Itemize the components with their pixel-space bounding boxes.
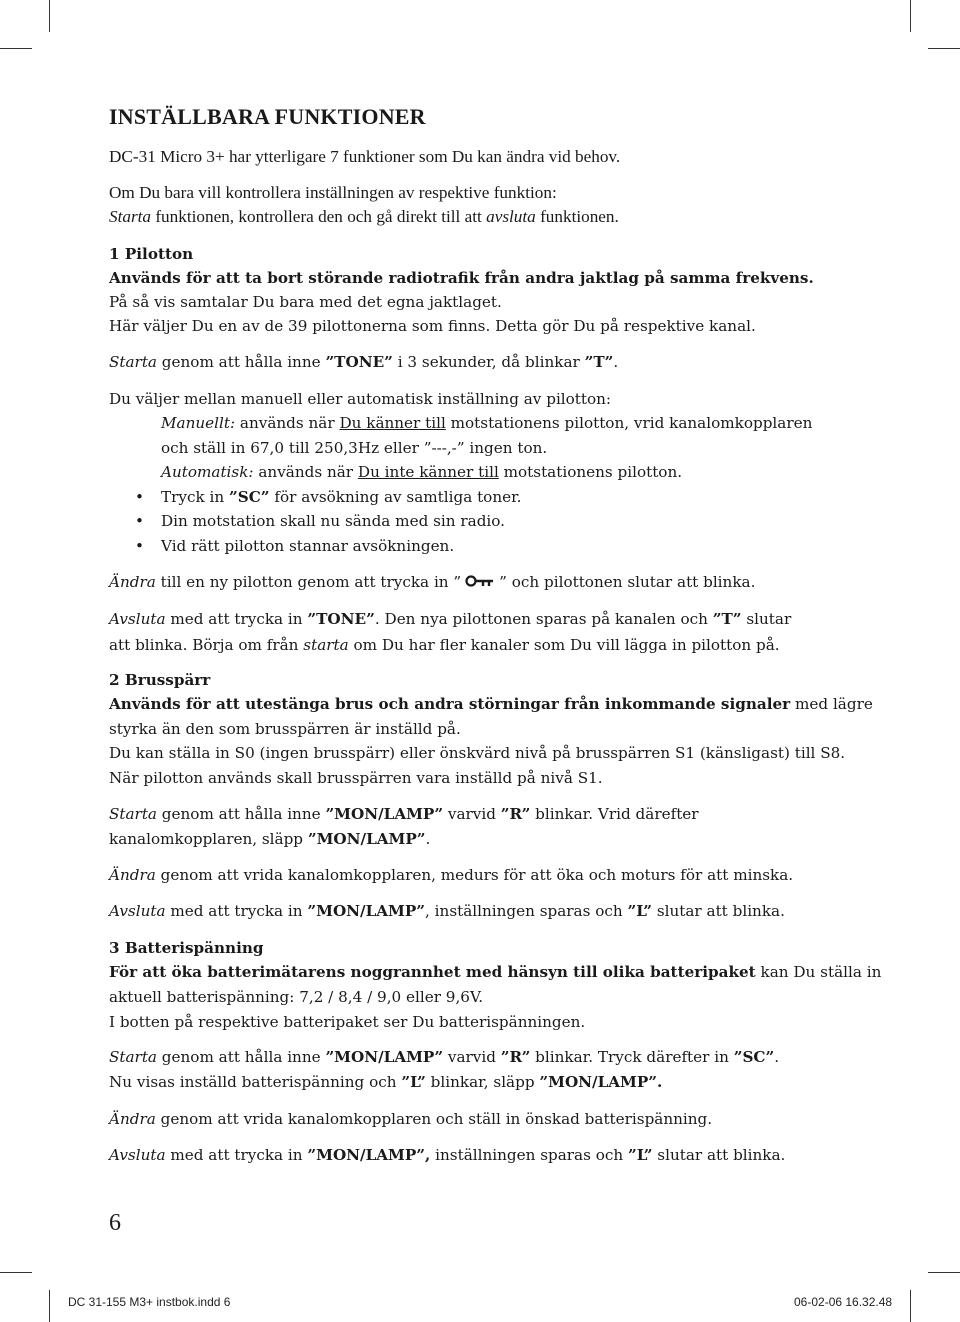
- paragraph-line: styrka än den som brusspärren är inställd på.: [109, 720, 461, 738]
- bullet-item: • Vid rätt pilotton stannar avsökningen.: [135, 537, 455, 555]
- section-title: 2 Brusspärr: [109, 671, 211, 689]
- paragraph-line: I botten på respektive batteripaket ser Du batterispänningen.: [109, 1013, 586, 1031]
- page-number: 6: [109, 1210, 121, 1236]
- paragraph-line: Du väljer mellan manuell eller automatisk inställning av pilotton:: [109, 390, 612, 408]
- instruction-change: Ändra genom att vrida kanalomkopplaren, medurs för att öka och moturs för att minska.: [109, 866, 794, 884]
- slug-file: DC 31-155 M3+ instbok.indd 6: [68, 1295, 231, 1309]
- instruction-end: Avsluta med att trycka in ”TONE”. Den nya pilottonen sparas på kanalen och ”T” slutar: [109, 610, 792, 628]
- bullet-item: • Din motstation skall nu sända med sin radio.: [135, 512, 505, 530]
- crop-mark: [49, 1290, 50, 1322]
- instruction-end: Avsluta med att trycka in ”MON/LAMP”, inställningen sparas och ”L” slutar att blinka.: [109, 1146, 786, 1164]
- instruction-start-cont: Nu visas inställd batterispänning och ”L” blinkar, släpp ”MON/LAMP”.: [109, 1073, 663, 1091]
- instruction-end-cont: att blinka. Börja om från starta om Du har fler kanaler som Du vill lägga in pilotton på.: [109, 636, 780, 654]
- slug-date: 06-02-06 16.32.48: [794, 1295, 893, 1309]
- paragraph-line: aktuell batterispänning: 7,2 / 8,4 / 9,0 eller 9,6V.: [109, 988, 484, 1006]
- automatic-option: Automatisk: används när Du inte känner till motstationens pilotton.: [161, 463, 683, 481]
- instruction-end: Avsluta med att trycka in ”MON/LAMP”, inställningen sparas och ”L” slutar att blinka.: [109, 902, 785, 920]
- instruction-change: Ändra till en ny pilotton genom att trycka in ” ” och pilottonen slutar att blinka.: [109, 572, 755, 594]
- manual-option-cont: och ställ in 67,0 till 250,3Hz eller ”---,-” ingen ton.: [161, 439, 548, 457]
- instruction-start-cont: kanalomkopplaren, släpp ”MON/LAMP”.: [109, 830, 431, 848]
- crop-mark: [49, 0, 50, 32]
- page-heading: INSTÄLLBARA FUNKTIONER: [109, 104, 426, 129]
- manual-option: Manuellt: används när Du känner till motstationens pilotton, vrid kanalomkopplaren: [161, 414, 813, 432]
- paragraph-line: När pilotton används skall brusspärren vara inställd på nivå S1.: [109, 769, 603, 787]
- crop-mark: [0, 48, 32, 49]
- crop-mark: [928, 48, 960, 49]
- instruction-start: Starta genom att hålla inne ”MON/LAMP” varvid ”R” blinkar. Vrid därefter: [109, 805, 699, 823]
- section-title: 3 Batterispänning: [109, 939, 264, 957]
- key-icon: [465, 574, 495, 594]
- section-lead: Används för att utestänga brus och andra störningar från inkommande signaler med lägre: [109, 695, 873, 713]
- paragraph-line: Du kan ställa in S0 (ingen brusspärr) eller önskvärd nivå på brusspärren S1 (känsligast) till S8.: [109, 744, 846, 762]
- paragraph-line: Här väljer Du en av de 39 pilottonerna som finns. Detta gör Du på respektive kanal.: [109, 317, 756, 335]
- crop-mark: [910, 0, 911, 32]
- bullet-item: • Tryck in ”SC” för avsökning av samtliga toner.: [135, 488, 522, 506]
- instruction-start: Starta genom att hålla inne ”TONE” i 3 sekunder, då blinkar ”T”.: [109, 353, 619, 371]
- crop-mark: [928, 1272, 960, 1273]
- instruction-change: Ändra genom att vrida kanalomkopplaren och ställ in önskad batterispänning.: [109, 1110, 713, 1128]
- crop-mark: [910, 1290, 911, 1322]
- intro-line: Starta funktionen, kontrollera den och gå direkt till att avsluta funktionen.: [109, 207, 619, 226]
- crop-mark: [0, 1272, 32, 1273]
- instruction-start: Starta genom att hålla inne ”MON/LAMP” varvid ”R” blinkar. Tryck därefter in ”SC”.: [109, 1048, 780, 1066]
- intro-line: DC-31 Micro 3+ har ytterligare 7 funktioner som Du kan ändra vid behov.: [109, 147, 621, 166]
- paragraph-line: På så vis samtalar Du bara med det egna jaktlaget.: [109, 293, 502, 311]
- intro-line: Om Du bara vill kontrollera inställningen av respektive funktion:: [109, 183, 557, 202]
- section-lead: För att öka batterimätarens noggrannhet med hänsyn till olika batteripaket kan Du ställa in: [109, 963, 882, 981]
- section-lead: Används för att ta bort störande radiotrafik från andra jaktlag på samma frekvens.: [109, 269, 814, 287]
- section-title: 1 Pilotton: [109, 245, 194, 263]
